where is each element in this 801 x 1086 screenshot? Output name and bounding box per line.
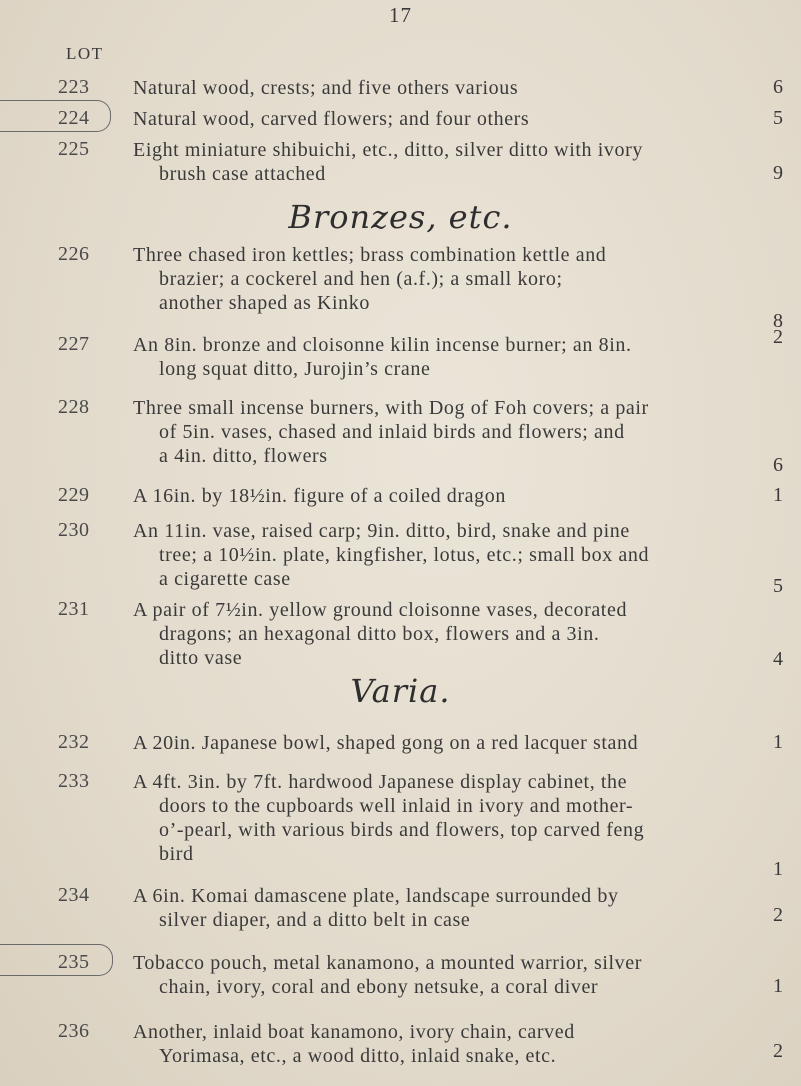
lot-price: 1 bbox=[773, 484, 783, 506]
lot-price: 5 bbox=[773, 575, 783, 597]
lot-number: 232 bbox=[58, 731, 90, 753]
lot-number: 226 bbox=[58, 243, 90, 265]
page-number: 17 bbox=[389, 3, 412, 27]
lot-price: 6 bbox=[773, 454, 783, 476]
lot-column-header: LOT bbox=[66, 44, 104, 63]
lot-number: 236 bbox=[58, 1020, 90, 1042]
lot-price: 9 bbox=[773, 162, 783, 184]
lot-description: A 4ft. 3in. by 7ft. hardwood Japanese display cabinet, the doors to the cupboards well inlaid in ivory and mother- o’-pearl, with various birds and flowers, top carved feng bird bbox=[133, 771, 645, 865]
lot-price: 2 bbox=[773, 326, 783, 348]
lot-description: A pair of 7½in. yellow ground cloisonne vases, decorated dragons; an hexagonal ditto box, flowers and a 3in. ditto vase bbox=[133, 599, 628, 669]
lot-price: 1 bbox=[773, 858, 783, 880]
lot-description: An 8in. bronze and cloisonne kilin incense burner; an 8in. long squat ditto, Jurojin’s crane bbox=[133, 334, 632, 380]
lot-number: 229 bbox=[58, 484, 90, 506]
lot-description: A 6in. Komai damascene plate, landscape surrounded by silver diaper, and a ditto belt in case bbox=[133, 885, 619, 931]
lot-price: 2 bbox=[773, 1040, 783, 1062]
lot-price: 1 bbox=[773, 731, 783, 753]
lot-description: Three small incense burners, with Dog of Foh covers; a pair of 5in. vases, chased and inlaid birds and flowers; and a 4in. ditto, flowers bbox=[133, 397, 649, 467]
lot-description: A 20in. Japanese bowl, shaped gong on a red lacquer stand bbox=[133, 732, 639, 754]
lot-number: 231 bbox=[58, 598, 90, 620]
lot-description: Eight miniature shibuichi, etc., ditto, silver ditto with ivory brush case attached bbox=[133, 139, 643, 185]
lot-price: 2 bbox=[773, 904, 783, 926]
lot-number: 224 bbox=[58, 107, 90, 129]
lot-price: 4 bbox=[773, 648, 783, 670]
lot-price: 1 bbox=[773, 975, 783, 997]
lot-price: 8 bbox=[773, 310, 783, 332]
lot-description: A 16in. by 18½in. figure of a coiled dragon bbox=[133, 485, 506, 507]
lot-number: 234 bbox=[58, 884, 90, 906]
lot-number: 228 bbox=[58, 396, 90, 418]
section-heading: Varia. bbox=[350, 672, 451, 710]
lot-number: 233 bbox=[58, 770, 90, 792]
lot-number: 235 bbox=[58, 951, 90, 973]
lot-number: 223 bbox=[58, 76, 90, 98]
lot-description: Tobacco pouch, metal kanamono, a mounted warrior, silver chain, ivory, coral and ebony netsuke, a coral diver bbox=[133, 952, 643, 998]
lot-price: 5 bbox=[773, 107, 783, 129]
lot-description: Natural wood, carved flowers; and four others bbox=[133, 108, 530, 130]
lot-description: Natural wood, crests; and five others various bbox=[133, 77, 519, 99]
margin-bracket bbox=[0, 100, 111, 132]
lot-description: Three chased iron kettles; brass combination kettle and brazier; a cockerel and hen (a.f.); a small koro; another shaped as Kinko bbox=[133, 244, 607, 314]
section-heading: Bronzes, etc. bbox=[288, 198, 513, 236]
lot-number: 230 bbox=[58, 519, 90, 541]
lot-price: 6 bbox=[773, 76, 783, 98]
lot-description: Another, inlaid boat kanamono, ivory chain, carved Yorimasa, etc., a wood ditto, inlaid snake, etc. bbox=[133, 1021, 575, 1067]
lot-number: 225 bbox=[58, 138, 90, 160]
lot-description: An 11in. vase, raised carp; 9in. ditto, bird, snake and pine tree; a 10½in. plate, kingfisher, lotus, etc.; small box and a cigarette case bbox=[133, 520, 650, 590]
lot-number: 227 bbox=[58, 333, 90, 355]
